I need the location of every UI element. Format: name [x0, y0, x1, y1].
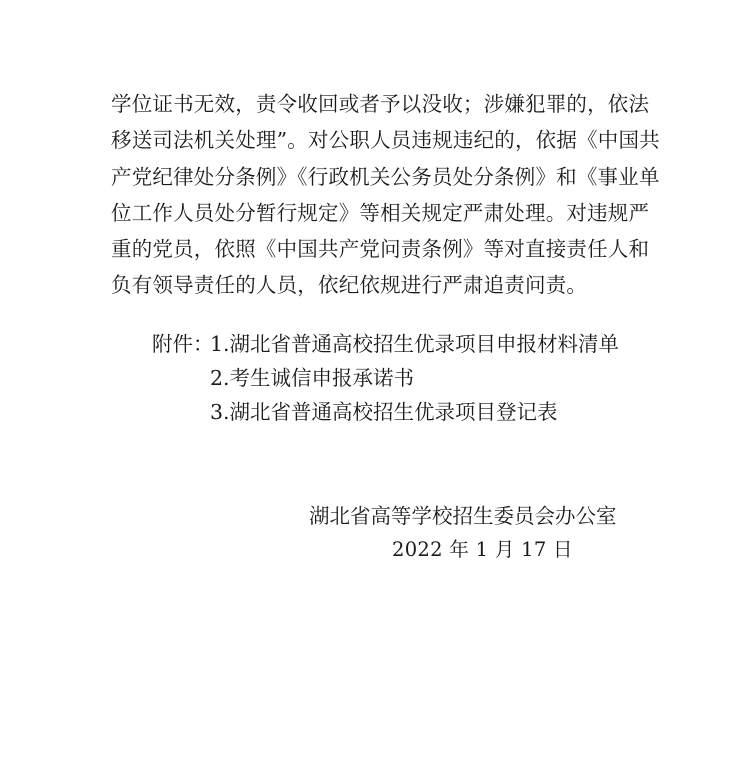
attachment-row [152, 361, 632, 395]
attachment-item: 1.湖北省普通高校招生优录项目申报材料清单 [210, 332, 620, 356]
signature-organization: 湖北省高等学校招生委员会办公室 [309, 504, 617, 528]
attachment-item: 3.湖北省普通高校招生优录项目登记表 [210, 400, 558, 424]
body-line: 移送司法机关处理”。对公职人员违规违纪的，依据《中国共 [111, 128, 660, 153]
body-line: 学位证书无效，责令收回或者予以没收；涉嫌犯罪的，依法 [111, 92, 650, 116]
attachment-item: 2.考生诚信申报承诺书 [210, 366, 415, 390]
body-line: 负有领导责任的人员，依纪依规进行严肃追责问责。 [111, 273, 588, 298]
attachments-label: 附件： [152, 332, 214, 356]
body-line: 位工作人员处分暂行规定》等相关规定严肃处理。对违规严 [111, 200, 650, 225]
body-paragraph [111, 86, 660, 304]
attachments-section [152, 327, 632, 429]
body-line: 产党纪律处分条例》《行政机关公务员处分条例》和《事业单 [111, 164, 660, 189]
attachment-row [152, 327, 632, 361]
body-line: 重的党员，依照《中国共产党问责条例》等对直接责任人和 [111, 237, 650, 262]
attachment-row [152, 395, 632, 429]
signature-date: 2022 年 1 月 17 日 [392, 538, 573, 561]
